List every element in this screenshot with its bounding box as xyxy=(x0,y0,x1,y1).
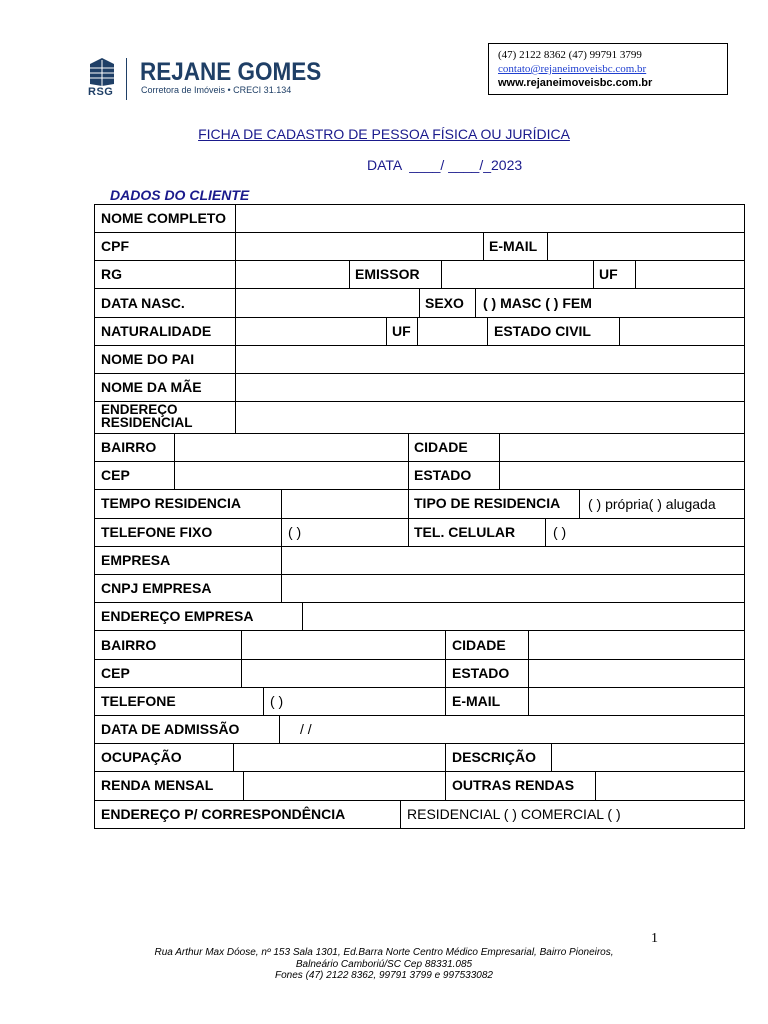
logo-name: REJANE GOMES xyxy=(140,58,322,86)
cell-border xyxy=(445,687,446,716)
row-border xyxy=(94,345,745,346)
cell-border xyxy=(499,461,500,490)
cell-border xyxy=(235,232,236,261)
row-border xyxy=(94,715,745,716)
cell-border xyxy=(445,659,446,688)
label-emissor: EMISSOR xyxy=(355,266,420,282)
label-data-nasc: DATA NASC. xyxy=(101,295,185,311)
label-tempo-residencia: TEMPO RESIDENCIA xyxy=(101,495,242,511)
label-telefone-empresa: TELEFONE xyxy=(101,693,176,709)
cell-border xyxy=(408,489,409,519)
section-title: DADOS DO CLIENTE xyxy=(110,187,250,203)
cell-border xyxy=(241,659,242,688)
row-border xyxy=(94,800,745,801)
telefone-empresa-ddd[interactable]: ( ) xyxy=(270,693,284,709)
cell-border xyxy=(243,771,244,801)
footer-address xyxy=(0,947,768,982)
cell-border xyxy=(174,433,175,462)
logo-divider xyxy=(126,58,127,100)
contact-website: www.rejaneimoveisbc.com.br xyxy=(498,77,653,89)
date-line: DATA ____/ ____/_2023 xyxy=(367,157,523,173)
cell-border xyxy=(279,715,280,744)
label-tipo-residencia: TIPO DE RESIDENCIA xyxy=(414,495,561,511)
row-border xyxy=(94,574,745,575)
label-uf-naturalidade: UF xyxy=(392,323,411,339)
cell-border xyxy=(235,260,236,289)
cell-border xyxy=(445,630,446,660)
cell-border xyxy=(281,546,282,575)
footer-line-3: Fones (47) 2122 8362, 99791 3799 e 997533082 xyxy=(275,970,493,981)
label-naturalidade: NATURALIDADE xyxy=(101,323,212,339)
cell-border xyxy=(235,373,236,402)
cell-border xyxy=(528,687,529,716)
cell-border xyxy=(547,232,548,261)
cell-border xyxy=(551,743,552,772)
row-border xyxy=(94,546,745,547)
label-endereco-line1: ENDEREÇO xyxy=(101,402,178,417)
label-renda-mensal: RENDA MENSAL xyxy=(101,777,214,793)
table-border-left xyxy=(94,204,95,829)
cell-border xyxy=(281,574,282,603)
contact-box xyxy=(488,43,728,95)
label-nome-completo: NOME COMPLETO xyxy=(101,210,226,226)
row-border xyxy=(94,771,745,772)
row-border xyxy=(94,659,745,660)
cell-border xyxy=(235,317,236,346)
label-rg: RG xyxy=(101,266,122,282)
cell-border xyxy=(233,743,234,772)
label-bairro: BAIRRO xyxy=(101,439,157,455)
contact-phones: (47) 2122 8362 (47) 99791 3799 xyxy=(498,49,642,61)
label-estado-empresa: ESTADO xyxy=(452,665,510,681)
cell-border xyxy=(487,317,488,346)
cell-border xyxy=(445,771,446,801)
label-cep-empresa: CEP xyxy=(101,665,130,681)
label-cpf: CPF xyxy=(101,238,129,254)
telefone-fixo-ddd[interactable]: ( ) xyxy=(288,524,302,540)
cell-border xyxy=(595,771,596,801)
label-nome-pai: NOME DO PAI xyxy=(101,351,195,367)
row-border xyxy=(94,232,745,233)
cell-border xyxy=(263,687,264,716)
footer-line-1: Rua Arthur Max Dóose, nº 153 Sala 1301, Ed.Barra Norte Centro Médico Empresarial, Bairro Pioneiros, xyxy=(154,947,614,958)
cell-border xyxy=(235,288,236,318)
row-border xyxy=(94,630,745,631)
label-email-empresa: E-MAIL xyxy=(452,693,501,709)
cell-border xyxy=(445,743,446,772)
label-uf: UF xyxy=(599,266,618,282)
cell-border xyxy=(528,630,529,660)
cell-border xyxy=(593,260,594,289)
cell-border xyxy=(281,489,282,519)
table-border-right xyxy=(744,204,745,829)
cell-border xyxy=(475,288,476,318)
label-email: E-MAIL xyxy=(489,238,538,254)
footer-line-2: Balneário Camboriú/SC Cep 88331.085 xyxy=(295,958,473,970)
row-border xyxy=(94,204,745,205)
cell-border xyxy=(302,602,303,631)
logo-mark-text: RSG xyxy=(88,86,114,98)
label-nome-mae: NOME DA MÃE xyxy=(101,379,202,395)
label-ocupacao: OCUPAÇÃO xyxy=(101,749,182,765)
client-form-table xyxy=(94,204,745,829)
cell-border xyxy=(441,260,442,289)
label-cnpj-empresa: CNPJ EMPRESA xyxy=(101,580,212,596)
label-descricao: DESCRIÇÃO xyxy=(452,749,537,765)
data-admissao-slashes[interactable]: / / xyxy=(300,721,312,737)
cell-border xyxy=(579,489,580,519)
label-bairro-empresa: BAIRRO xyxy=(101,637,157,653)
correspondencia-options[interactable]: RESIDENCIAL ( ) COMERCIAL ( ) xyxy=(407,806,621,822)
cell-border xyxy=(528,659,529,688)
label-outras-rendas: OUTRAS RENDAS xyxy=(452,777,575,793)
cell-border xyxy=(408,518,409,547)
row-border xyxy=(94,373,745,374)
cell-border xyxy=(386,317,387,346)
label-endereco-correspondencia: ENDEREÇO P/ CORRESPONDÊNCIA xyxy=(101,806,346,822)
row-border xyxy=(94,401,745,402)
cell-border xyxy=(235,401,236,434)
label-endereco-empresa: ENDEREÇO EMPRESA xyxy=(101,608,254,624)
cell-border xyxy=(419,288,420,318)
row-border xyxy=(94,687,745,688)
cell-border xyxy=(408,433,409,462)
label-cidade: CIDADE xyxy=(414,439,468,455)
cell-border xyxy=(417,317,418,346)
cell-border xyxy=(400,800,401,829)
row-border xyxy=(94,433,745,434)
cell-border xyxy=(235,204,236,233)
cell-border xyxy=(483,232,484,261)
row-border xyxy=(94,828,745,829)
label-estado: ESTADO xyxy=(414,467,472,483)
company-logo xyxy=(88,56,322,102)
label-sexo: SEXO xyxy=(425,295,464,311)
row-border xyxy=(94,260,745,261)
cell-border xyxy=(235,345,236,374)
cell-border xyxy=(619,317,620,346)
label-empresa: EMPRESA xyxy=(101,552,171,568)
label-endereco-line2: RESIDENCIAL xyxy=(101,415,193,430)
form-title: FICHA DE CADASTRO DE PESSOA FÍSICA OU JURÍDICA xyxy=(198,126,570,142)
row-border xyxy=(94,461,745,462)
contact-email-link[interactable]: contato@rejaneimoveisbc.com.br xyxy=(498,63,647,75)
cell-border xyxy=(281,518,282,547)
cell-border xyxy=(174,461,175,490)
label-telefone-fixo: TELEFONE FIXO xyxy=(101,524,213,540)
cell-border xyxy=(349,260,350,289)
tipo-residencia-options[interactable]: ( ) própria( ) alugada xyxy=(588,496,716,512)
label-estado-civil: ESTADO CIVIL xyxy=(494,323,591,339)
label-data-admissao: DATA DE ADMISSÃO xyxy=(101,721,240,737)
cell-border xyxy=(499,433,500,462)
cell-border xyxy=(241,630,242,660)
page-number: 1 xyxy=(651,931,658,946)
label-cep: CEP xyxy=(101,467,130,483)
cell-border xyxy=(635,260,636,289)
label-tel-celular: TEL. CELULAR xyxy=(414,524,516,540)
row-border xyxy=(94,489,745,490)
row-border xyxy=(94,743,745,744)
logo-tagline: Corretora de Imóveis • CRECI 31.134 xyxy=(141,85,292,95)
tel-celular-ddd[interactable]: ( ) xyxy=(553,524,567,540)
row-border xyxy=(94,518,745,519)
sexo-options[interactable]: ( ) MASC ( ) FEM xyxy=(483,295,592,311)
label-cidade-empresa: CIDADE xyxy=(452,637,506,653)
cell-border xyxy=(408,461,409,490)
row-border xyxy=(94,602,745,603)
cell-border xyxy=(545,518,546,547)
